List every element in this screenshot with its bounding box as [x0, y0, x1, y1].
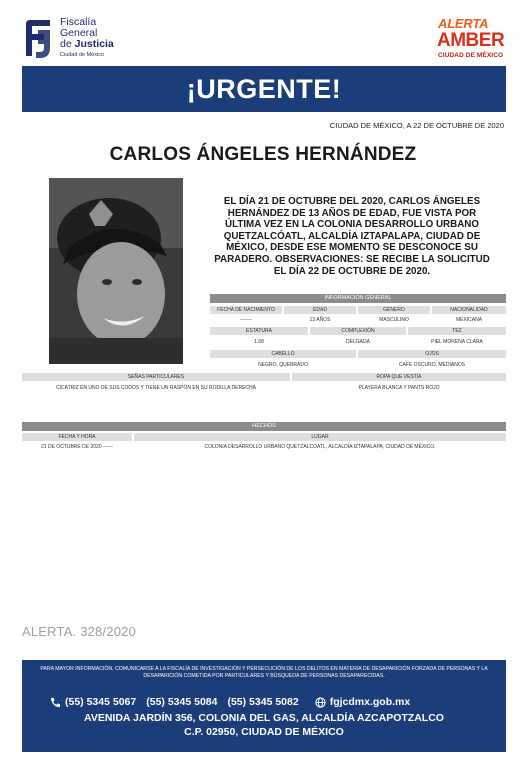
case-description: EL DÍA 21 DE OCTUBRE DEL 2020, CARLOS ÁNGELES HERNÁNDEZ DE 13 AÑOS DE EDAD, FUE VISTA POR ÚLTIMA VEZ EN LA COLONIA DESARROLLO URBANO QUETZALCÓATL, ALCALDÍA IZTAPALAPA, CIUDAD DE MÉXICO, DESDE ESE MOMENTO SE DESCONOCE SU PARADERO. OBSERVACIONES: SE RECIBE LA SOLICITUD EL DÍA 22 DE OCTUBRE DE 2020. — [214, 196, 490, 277]
facts-place-value: COLONIA DESARROLLO URBANO QUETZALCOATL, ALCALDÍA IZTAPALAPA, CIUDAD DE MÉXICO. — [204, 444, 436, 450]
contact-footer — [22, 660, 506, 752]
amber-line1: ALERTA — [438, 16, 489, 31]
amber-line3: CIUDAD DE MÉXICO — [438, 52, 504, 59]
phone-number-2[interactable]: (55) 5345 5084 — [146, 696, 218, 708]
phone-row — [50, 696, 410, 708]
eyes-label: OJOS — [358, 350, 506, 358]
distinguishing-marks-label: SEÑAS PARTICULARES — [22, 373, 290, 381]
complexion-label: TEZ — [408, 327, 506, 335]
height-value: 1.68 — [254, 339, 264, 345]
complexion-value: PIEL MORENA CLARA — [431, 339, 483, 345]
org-city: Ciudad de México — [60, 52, 105, 58]
person-photo-image — [49, 178, 183, 364]
issue-date: CIUDAD DE MÉXICO, A 22 DE OCTUBRE DE 2020 — [329, 121, 504, 130]
website-link[interactable]: fgjcdmx.gob.mx — [329, 696, 411, 708]
contact-info-text: PARA MAYOR INFORMACIÓN, COMUNICARSE A LA FISCALÍA DE INVESTIGACIÓN Y PERSECUCIÓN DE LOS DELITOS EN MATERIA DE DESAPARICIÓN FORZADA DE PERSONAS Y LA DESAPARICIÓN COMETIDA POR PARTICULARES Y BÚSQUEDA DE PERSONAS DESAPARECIDAS. — [40, 666, 488, 679]
org-line1: Fiscalía — [60, 16, 97, 28]
build-label: COMPLEXIÓN — [310, 327, 406, 335]
urgent-banner: ¡URGENTE! — [22, 66, 506, 112]
alert-number: ALERTA. 328/2020 — [22, 624, 137, 639]
phone-icon — [50, 697, 61, 708]
missing-person-photo — [49, 178, 183, 364]
facts-header: HECHOS — [22, 422, 506, 431]
fgj-wordmark — [60, 17, 114, 59]
facts-place-label: LUGAR — [134, 433, 506, 441]
address-line2: C.P. 02950, CIUDAD DE MÉXICO — [184, 726, 344, 738]
org-line3-prefix: de — [60, 38, 75, 50]
fgj-logo-icon — [22, 18, 54, 60]
phone-number-1[interactable]: (55) 5345 5067 — [65, 696, 137, 708]
address-line1: AVENIDA JARDÍN 356, COLONIA DEL GAS, ALCALDÍA AZCAPOTZALCO — [84, 712, 444, 724]
org-line3 — [60, 39, 114, 50]
hair-value: NEGRO, QUEBRADO — [258, 362, 308, 368]
globe-icon — [315, 697, 326, 708]
facts-date-value: 21 DE OCTUBRE DE 2020 ------ — [41, 444, 113, 450]
birthdate-value: ------- — [240, 317, 252, 323]
clothing-label: ROPA QUE VESTÍA — [292, 373, 506, 381]
phone-number-3[interactable]: (55) 5345 5082 — [227, 696, 299, 708]
build-value: DELGADA — [346, 339, 370, 345]
gender-label: GÉNERO — [358, 306, 430, 314]
header — [0, 0, 526, 72]
age-value: 13 AÑOS — [309, 317, 331, 323]
missing-person-name: CARLOS ÁNGELES HERNÁNDEZ — [109, 144, 417, 165]
eyes-value: CAFE OSCURO, MEDIANOS — [398, 362, 466, 368]
nationality-value: MEXICANA — [455, 317, 483, 323]
alerta-amber-logo — [436, 14, 508, 66]
hair-label: CABELLO — [210, 350, 356, 358]
amber-line2: AMBER — [437, 30, 505, 51]
general-info-header: INFORMACIÓN GENERAL — [210, 294, 506, 303]
nationality-label: NACIONALIDAD — [432, 306, 506, 314]
website[interactable] — [315, 696, 411, 708]
clothing-value: PLAYERA BLANCA Y PANTS ROJO — [358, 385, 440, 391]
distinguishing-marks-value: CICATRIZ EN UNO DE SUS CODOS Y TIENE UN RASPÓN EN SU RODILLA DERECHA — [56, 385, 256, 391]
org-line3-bold: Justicia — [74, 38, 114, 50]
gender-value: MASCULINO — [379, 317, 409, 323]
org-line2: General — [60, 27, 98, 39]
height-label: ESTATURA — [210, 327, 308, 335]
age-label: EDAD — [284, 306, 356, 314]
facts-date-label: FECHA Y HORA — [22, 433, 132, 441]
birthdate-label: FECHA DE NACIMIENTO — [210, 306, 282, 314]
